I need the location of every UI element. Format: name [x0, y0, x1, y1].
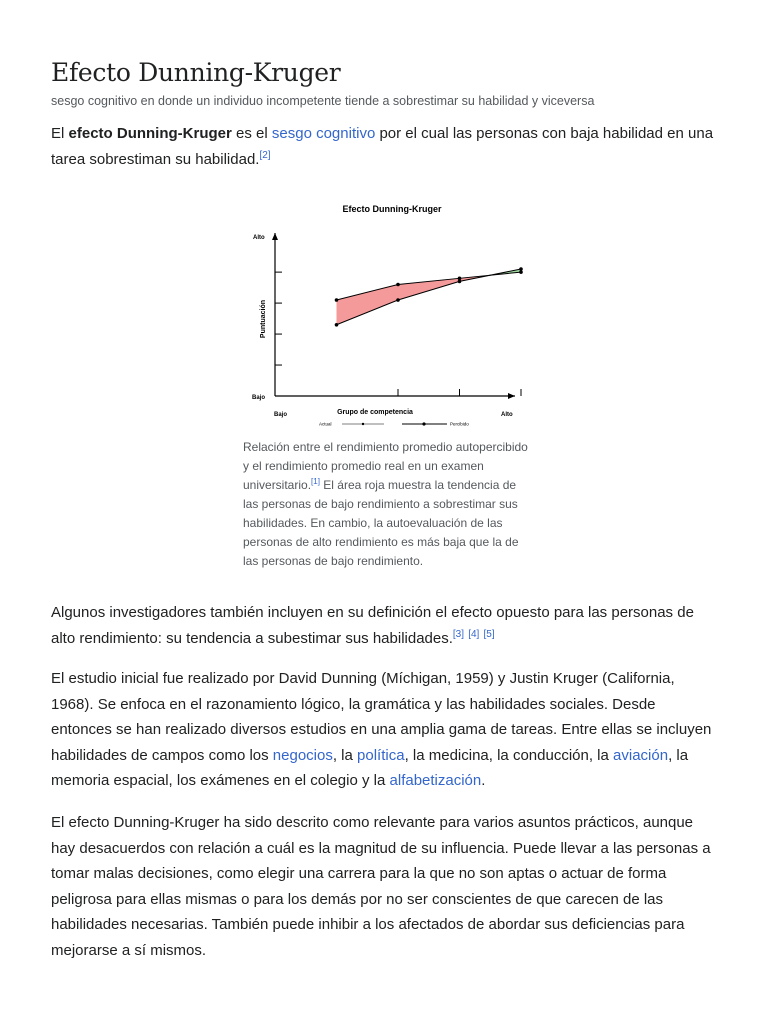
p3-text-4: , la memoria espacial, los exámenes en el colegio y la — [51, 746, 689, 789]
data-point-percibido — [458, 277, 462, 281]
intro-text-1: El — [51, 125, 69, 142]
data-point-actual — [335, 323, 339, 327]
intro-text-2: es el — [231, 125, 272, 142]
paragraph-studies — [51, 666, 719, 794]
link-alfabetizacion[interactable]: alfabetización — [389, 772, 482, 789]
data-point-percibido — [519, 270, 523, 274]
chart-y-axis-label: Puntuación — [260, 299, 267, 339]
figure-caption — [243, 438, 528, 571]
intro-paragraph — [51, 121, 719, 172]
page-title: Efecto Dunning-Kruger — [51, 58, 341, 87]
x-tick-label-high: Alto — [501, 412, 513, 418]
p3-text-1: El estudio inicial fue realizado por David Dunning (Míchigan, 1959) y Justin Kruger (California, 1968). Se enfoca en el razonamiento lógico, la gramática y las habilidades sociales. Desde entonces se han realizado diversos estudios en una amplia gama de tareas. Entre ellas se incluyen habilidades de campos como los — [51, 670, 712, 764]
legend-label-percibido: Percibido — [450, 421, 469, 427]
link-politica[interactable]: política — [357, 746, 405, 764]
ref-5[interactable]: [5] — [483, 628, 495, 640]
p3-text-5: . — [481, 772, 486, 789]
ref-3[interactable]: [3] — [452, 628, 465, 640]
chart-plot-area — [252, 233, 523, 427]
ref-4[interactable]: [4] — [468, 628, 480, 640]
link-sesgo-cognitivo[interactable]: sesgo cognitivo — [271, 125, 376, 142]
caption-text-2: El área roja muestra la tendencia de las personas de bajo rendimiento a sobrestimar sus habilidades. En cambio, la autoevaluación de las personas de alto rendimiento es más baja que la de las personas de bajo rendimiento. — [243, 478, 519, 568]
y-tick-label-high: Alto — [253, 235, 265, 241]
dunning-kruger-chart — [243, 195, 525, 431]
ref-1[interactable]: [1] — [311, 477, 320, 486]
caption-text-1: Relación entre el rendimiento promedio autopercibido y el rendimiento promedio real en un examen universitario. — [243, 440, 528, 492]
ref-2[interactable]: [2] — [259, 149, 271, 161]
legend-marker-actual — [362, 423, 364, 425]
data-point-actual — [396, 298, 400, 302]
chart-figure — [243, 195, 525, 436]
link-aviacion[interactable]: aviación — [613, 746, 669, 764]
p4-text: El efecto Dunning-Kruger ha sido descrito como relevante para varios asuntos prácticos, aunque hay desacuerdos con relación a cuál es la magnitud de su influencia. Puede llevar a las personas a tomar malas decisiones, como elegir una carrera para la que no son aptas o actuar de forma peligrosa para ellas mismas o para los demás por no ser conscientes de que carecen de las habilidades necesarias. También puede inhibir a los afectados de abordar sus deficiencias para mejorarse a sí mismos. — [51, 814, 711, 959]
data-point-percibido — [335, 298, 339, 302]
y-tick-label-low: Bajo — [252, 395, 266, 401]
p3-text-2: , la — [332, 746, 358, 764]
x-tick-label-low: Bajo — [274, 412, 288, 418]
p2-text: Algunos investigadores también incluyen en su definición el efecto opuesto para las personas de alto rendimiento: su tendencia a subestimar sus habilidades. — [51, 604, 694, 647]
p3-text-3: , la medicina, la conducción, la — [404, 746, 614, 764]
paragraph-practical-issues — [51, 810, 719, 963]
chart-title: Efecto Dunning-Kruger — [342, 204, 442, 214]
page-subtitle: sesgo cognitivo en donde un individuo incompetente tiende a sobrestimar su habilidad y viceversa — [51, 94, 595, 108]
paragraph-opposite-effect — [51, 600, 719, 651]
x-axis-arrow — [508, 393, 515, 399]
data-point-percibido — [396, 283, 400, 287]
chart-x-axis-label: Grupo de competencia — [337, 409, 413, 416]
legend-label-actual: Actual — [319, 421, 332, 427]
data-point-actual — [458, 280, 462, 284]
y-axis-arrow — [272, 233, 278, 240]
data-point-actual — [519, 267, 523, 271]
intro-text-3: por el cual las personas con baja habilidad en una tarea sobrestiman su habilidad. — [51, 125, 714, 168]
link-negocios[interactable]: negocios — [272, 746, 333, 764]
intro-bold-term: efecto Dunning-Kruger — [68, 125, 232, 142]
legend-marker-percibido — [422, 422, 425, 425]
